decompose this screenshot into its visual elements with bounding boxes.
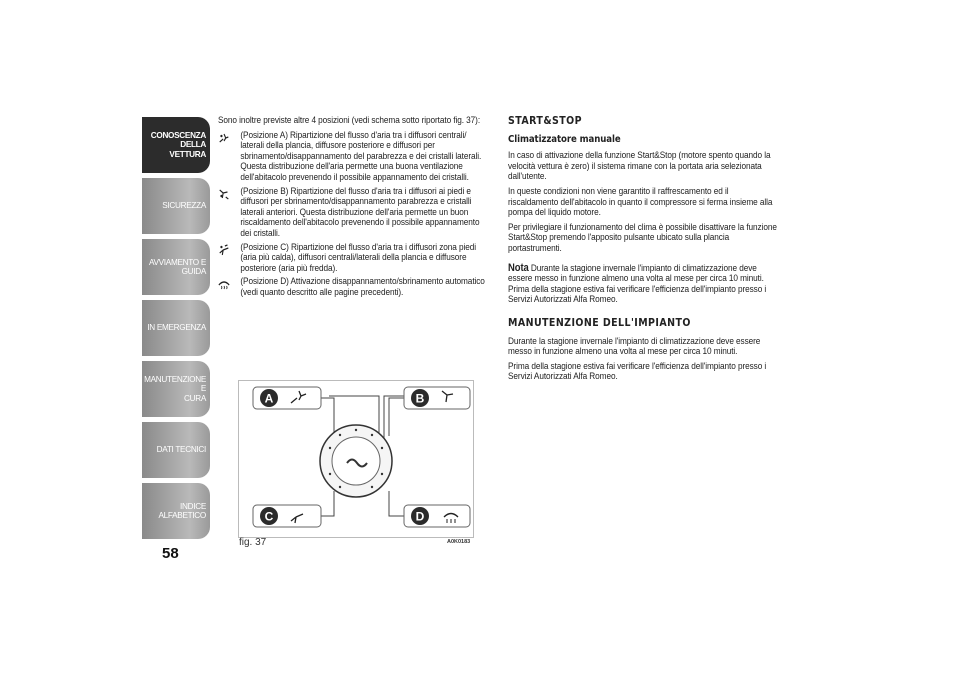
right-column	[508, 116, 780, 387]
paragraph: In queste condizioni non viene garantito il raffrescamento ed il riscaldamento dell'abitacolo in quanto il compressore si ferma insieme alla pompa del liquido motore.	[508, 185, 773, 219]
chapter-tabs	[142, 117, 210, 544]
tab-label: DATI TECNICI	[156, 445, 206, 455]
paragraph: Per privilegiare il funzionamento del clima è possibile disattivare la funzione Start&Stop premendo l'apposito pulsante ubicato sulla plancia portastrumenti.	[508, 221, 777, 254]
tab-dati-tecnici[interactable]	[142, 422, 210, 478]
tab-avviamento-e-guida[interactable]	[142, 239, 210, 295]
paragraph: In caso di attivazione della funzione Start&Stop (motore spento quando la velocità vettura è zero) il sistema rimane con la portata aria selezionata dall'utente.	[508, 150, 771, 183]
page-number: 58	[162, 545, 179, 562]
label-b: B	[415, 391, 425, 406]
position-c-text: (Posizione C) Ripartizione del flusso d'aria tra i diffusori zona piedi (aria più calda), diffusori centrali/laterali della plancia e diffusore posteriore (aria più fredda).	[240, 241, 476, 274]
position-a-text: (Posizione A) Ripartizione del flusso d'aria tra i diffusori centrali/ laterali della plancia, diffusore posteriore e diffusori per sbrinamento/disappannamento del parabrezza e dei cristalli laterali. Questa distribuzione dell'aria permette una buona ventilazione dell'abitacolo prevenendo il possibile appannamento dei cristalli.	[240, 129, 482, 183]
maintenance-heading: MANUTENZIONE DELL'IMPIANTO	[508, 315, 691, 329]
paragraph: Prima della stagione estiva fai verificare l'efficienza dell'impianto presso i Servizi Autorizzati Alfa Romeo.	[508, 360, 767, 383]
paragraph: Durante la stagione invernale l'impianto di climatizzazione deve essere messo in funzione almeno una volta al mese per circa 10 minuti.	[508, 335, 761, 358]
label-box-a	[253, 387, 321, 409]
tab-manutenzione-e-cura[interactable]	[142, 361, 210, 417]
label-c: C	[264, 509, 274, 524]
start-stop-heading: START&STOP	[508, 114, 582, 127]
tab-sicurezza[interactable]	[142, 178, 210, 234]
figure-code: A0K0183	[447, 539, 471, 545]
defrost-position-d-icon	[218, 278, 230, 290]
position-b-text: (Posizione B) Ripartizione del flusso d'aria tra i diffusori ai piedi e diffusori per sbrinamento/disappannamento parabrezza e cristalli laterali anteriori. Questa distribuzione dell'aria permette un buon riscaldamento dell'abitacolo prevenendo il possibile appannamento dei cristalli.	[240, 185, 480, 239]
label-box-b	[404, 387, 470, 409]
position-d-item	[218, 277, 490, 298]
tab-in-emergenza[interactable]	[142, 300, 210, 356]
note-text: Durante la stagione invernale l'impianto di climatizzazione deve essere messo in funzione almeno una volta al mese per circa 10 minuti. Prima della stagione estiva fai verificare l'efficienza dell'impianto presso i Servizi Autorizzati Alfa Romeo.	[508, 262, 767, 306]
position-a-item	[218, 131, 490, 184]
tab-label: MANUTENZIONE E CURA	[144, 374, 206, 403]
manual-climate-subheading: Climatizzatore manuale	[508, 133, 621, 145]
tab-indice-alfabetico[interactable]	[142, 483, 210, 539]
position-c-item	[218, 243, 490, 275]
intro-paragraph: Sono inoltre previste altre 4 posizioni (vedi schema sotto riportato fig. 37):	[218, 115, 481, 126]
tab-label: SICUREZZA	[162, 201, 206, 211]
figure-37	[238, 380, 474, 538]
airflow-position-b-icon	[218, 188, 230, 200]
figure-caption: fig. 37	[239, 537, 267, 548]
position-b-item	[218, 187, 490, 240]
label-d: D	[415, 509, 425, 524]
tab-conoscenza-della-vettura[interactable]	[142, 117, 210, 173]
note-label: Nota	[508, 261, 529, 274]
label-box-c	[253, 505, 321, 527]
tab-label: CONOSCENZA DELLA VETTURA	[150, 130, 206, 159]
tab-label: IN EMERGENZA	[147, 323, 206, 333]
position-d-text: (Posizione D) Attivazione disappannamento/sbrinamento automatico (vedi quanto descritto alle pagine precedenti).	[240, 276, 485, 298]
tab-label: INDICE ALFABETICO	[158, 501, 206, 520]
note-paragraph	[508, 263, 780, 306]
climate-knob-diagram	[239, 381, 473, 537]
airflow-position-c-icon	[218, 244, 230, 256]
label-box-d	[404, 505, 470, 527]
tab-label: AVVIAMENTO E GUIDA	[148, 257, 206, 276]
label-a: A	[264, 391, 274, 406]
airflow-position-a-icon	[218, 132, 230, 144]
left-column	[218, 116, 490, 302]
